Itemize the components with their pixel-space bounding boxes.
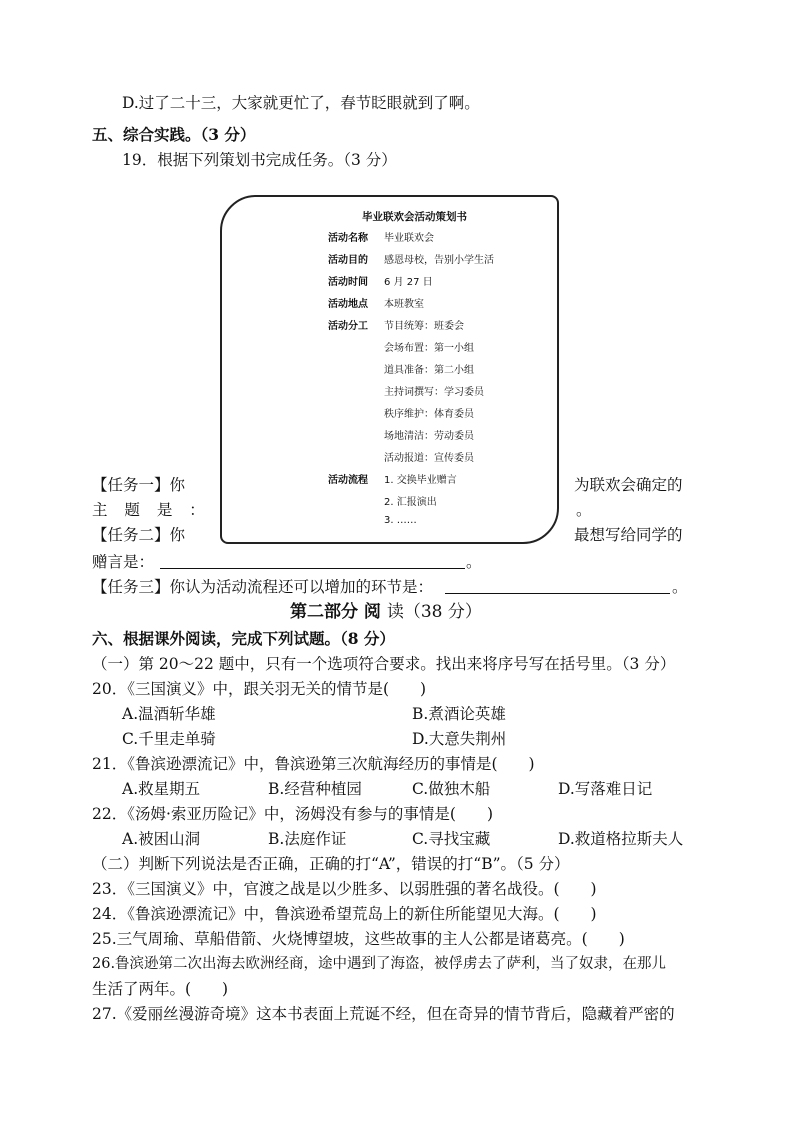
plan-process-item: 3. …… bbox=[384, 515, 417, 526]
q20-option[interactable]: C.千里走单骑 bbox=[122, 730, 216, 748]
plan-value-division: 节目统筹：班委会 bbox=[384, 321, 464, 332]
q25: 25.三气周瑜、草船借箭、火烧博望坡，这些故事的主人公都是诸葛亮。( ) bbox=[92, 930, 625, 948]
q21-option[interactable]: A.救星期五 bbox=[122, 780, 201, 798]
section6-heading: 六、根据课外阅读，完成下列试题。（8 分） bbox=[92, 629, 395, 648]
plan-process-item: 1. 交换毕业赠言 bbox=[384, 475, 457, 486]
plan-division-item: 主持词撰写：学习委员 bbox=[384, 387, 484, 398]
task2-suffix: 最想写给同学的 bbox=[574, 526, 683, 544]
q26-line2: 生活了两年。( ) bbox=[92, 980, 229, 998]
section6-sub2: （二）判断下列说法是否正确，正确的打“A”，错误的打“B”。（5 分） bbox=[92, 855, 570, 873]
section6-sub1: （一）第 20～22 题中，只有一个选项符合要求。找出来将序号写在括号里。（3 分） bbox=[92, 655, 676, 673]
q20-option[interactable]: A.温酒斩华雄 bbox=[122, 705, 216, 723]
q21-option[interactable]: C.做独木船 bbox=[412, 780, 491, 798]
plan-value-name: 毕业联欢会 bbox=[384, 233, 434, 244]
task3-answer-blank[interactable] bbox=[445, 577, 670, 594]
plan-title: 毕业联欢会活动策划书 bbox=[362, 211, 467, 223]
q26-line1: 26.鲁滨逊第二次出海去欧洲经商，途中遇到了海盗，被俘虏去了萨利，当了奴隶，在那儿 bbox=[92, 956, 667, 972]
task1-line2-end: 。 bbox=[576, 501, 592, 519]
plan-key-time: 活动时间 bbox=[328, 277, 368, 288]
plan-key-purpose: 活动目的 bbox=[328, 255, 368, 266]
q20-option[interactable]: B.煮酒论英雄 bbox=[412, 705, 506, 723]
plan-division-item: 场地清洁：劳动委员 bbox=[384, 431, 474, 442]
plan-key-name: 活动名称 bbox=[328, 233, 368, 244]
q21-option[interactable]: B.经营种植园 bbox=[268, 780, 362, 798]
plan-key-place: 活动地点 bbox=[328, 299, 368, 310]
section5-heading: 五、综合实践。（3 分） bbox=[92, 125, 256, 144]
plan-value-place: 本班教室 bbox=[384, 299, 424, 310]
plan-key-process: 活动流程 bbox=[328, 475, 368, 486]
task1-line2-prefix: 主 题 是 ： bbox=[92, 501, 211, 519]
task3-end: 。 bbox=[672, 578, 688, 596]
part2-title-main: 第二部分 阅 bbox=[290, 602, 387, 622]
q27: 27.《爱丽丝漫游奇境》这本书表面上荒诞不经，但在奇异的情节背后，隐藏着严密的 bbox=[92, 1005, 675, 1023]
plan-division-item: 秩序维护：体育委员 bbox=[384, 409, 474, 420]
q22-option[interactable]: A.被困山洞 bbox=[122, 830, 201, 848]
q22: 22．《汤姆·索亚历险记》中，汤姆没有参与的事情是( ) bbox=[92, 805, 493, 823]
plan-document bbox=[220, 195, 559, 544]
q18-option-d: D.过了二十三，大家就更忙了，春节眨眼就到了啊。 bbox=[122, 94, 480, 112]
part2-title bbox=[290, 601, 482, 623]
plan-key-division: 活动分工 bbox=[328, 321, 368, 332]
q22-option[interactable]: B.法庭作证 bbox=[268, 830, 347, 848]
task3-prefix: 【任务三】你认为活动流程还可以增加的环节是： bbox=[92, 578, 434, 596]
task1-suffix: 为联欢会确定的 bbox=[574, 476, 683, 494]
plan-process-item: 2. 汇报演出 bbox=[384, 497, 437, 508]
plan-division-item: 会场布置：第一小组 bbox=[384, 343, 474, 354]
plan-division-item: 活动报道：宣传委员 bbox=[384, 453, 474, 464]
part2-title-score: 读（38 分） bbox=[386, 602, 482, 622]
q20-option[interactable]: D.大意失荆州 bbox=[412, 730, 507, 748]
q22-option[interactable]: C.寻找宝藏 bbox=[412, 830, 491, 848]
plan-value-purpose: 感恩母校，告别小学生活 bbox=[384, 255, 494, 266]
plan-division-item: 道具准备：第二小组 bbox=[384, 365, 474, 376]
q21: 21．《鲁滨逊漂流记》中，鲁滨逊第三次航海经历的事情是( ) bbox=[92, 755, 535, 773]
q19-prompt: 19．根据下列策划书完成任务。（3 分） bbox=[122, 151, 397, 169]
task2-line2-prefix: 赠言是： bbox=[92, 553, 155, 571]
task2-line2-end: 。 bbox=[466, 553, 482, 571]
q23: 23．《三国演义》中，官渡之战是以少胜多、以弱胜强的著名战役。( ) bbox=[92, 880, 597, 898]
task2-answer-blank[interactable] bbox=[160, 552, 465, 569]
q24: 24．《鲁滨逊漂流记》中，鲁滨逊希望荒岛上的新住所能望见大海。( ) bbox=[92, 905, 597, 923]
q21-option[interactable]: D.写落难日记 bbox=[558, 780, 653, 798]
task1-prefix: 【任务一】你 bbox=[92, 476, 186, 494]
task2-prefix: 【任务二】你 bbox=[92, 526, 186, 544]
q20: 20．《三国演义》中，跟关羽无关的情节是( ) bbox=[92, 680, 427, 698]
q22-option[interactable]: D.救道格拉斯夫人 bbox=[558, 830, 684, 848]
plan-value-time: 6 月 27 日 bbox=[384, 277, 433, 288]
